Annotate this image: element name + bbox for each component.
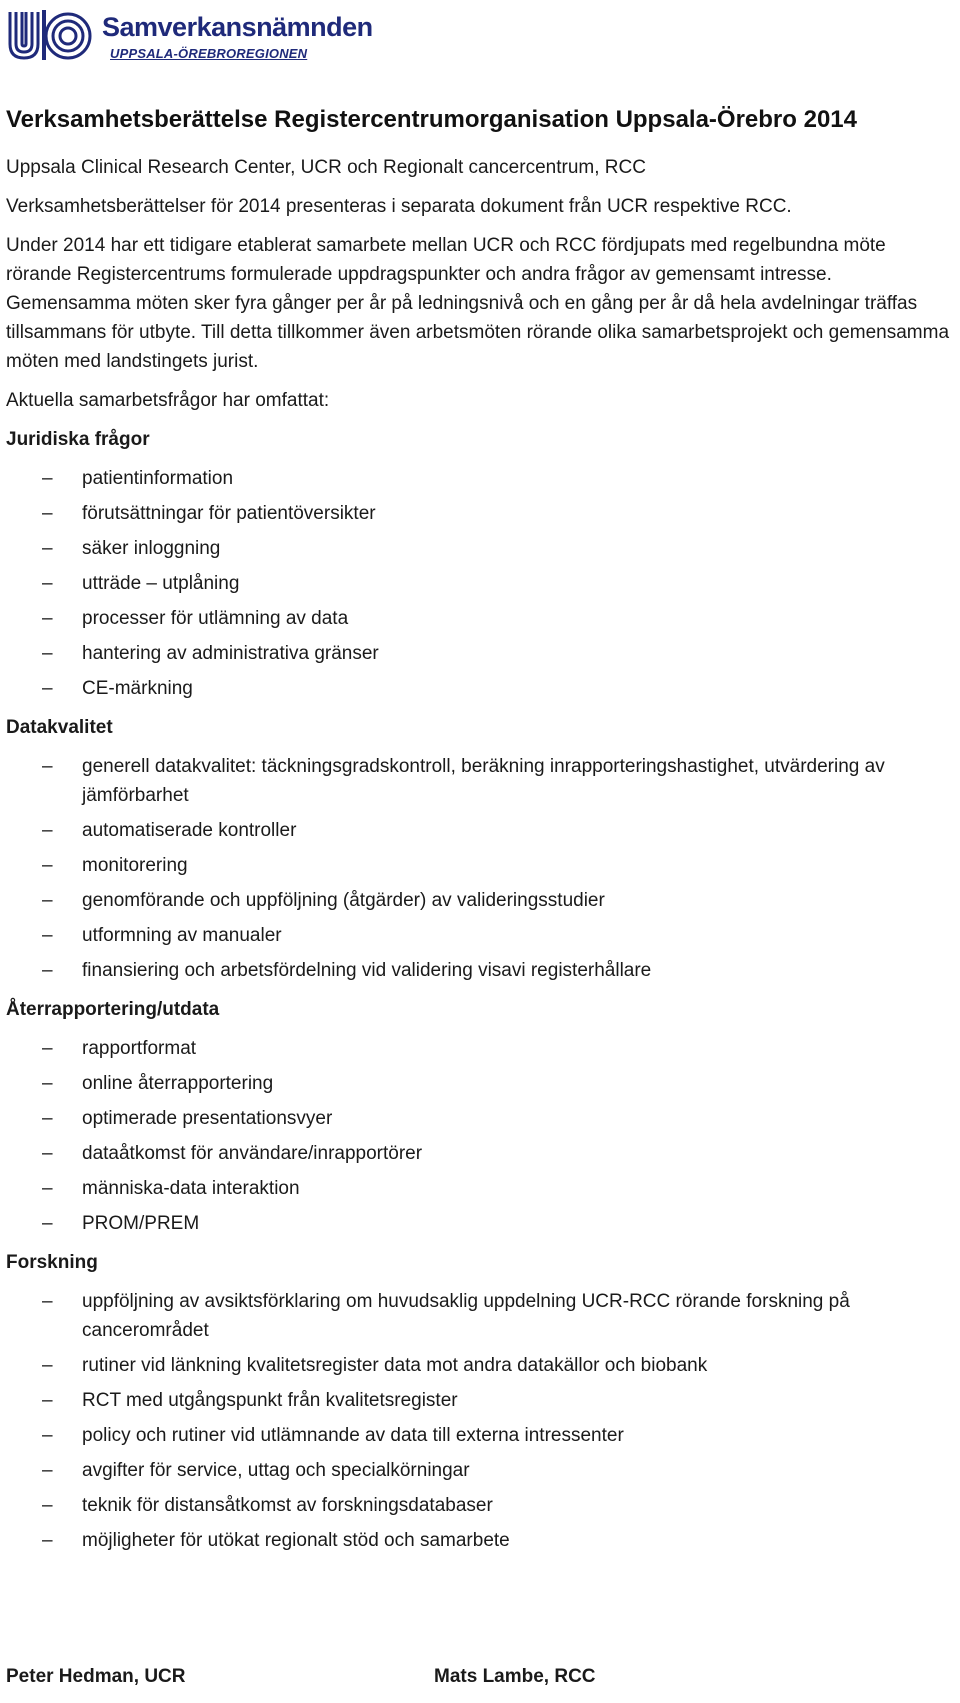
list-item: – processer för utlämning av data [6, 604, 960, 633]
dash-bullet-icon: – [42, 1108, 53, 1130]
dash-bullet-icon: – [42, 1073, 53, 1095]
dash-bullet-icon: – [42, 1178, 53, 1200]
list-item: – säker inloggning [6, 534, 960, 563]
dash-bullet-icon: – [42, 960, 53, 982]
list-item: – online återrapportering [6, 1069, 960, 1098]
list-item: – CE-märkning [6, 674, 960, 703]
dash-bullet-icon: – [42, 503, 53, 525]
list-item: – patientinformation [6, 464, 960, 493]
section-list-datakvalitet [6, 752, 956, 985]
dash-bullet-icon: – [42, 1390, 53, 1412]
intro-lead: Aktuella samarbetsfrågor har omfattat: [6, 390, 330, 412]
dash-bullet-icon: – [42, 678, 53, 700]
list-item: – teknik för distansåtkomst av forskningsdatabaser [6, 1491, 960, 1520]
dash-bullet-icon: – [42, 925, 53, 947]
section-list-forskning [6, 1287, 956, 1555]
dash-bullet-icon: – [42, 855, 53, 877]
list-item: – automatiserade kontroller [6, 816, 960, 845]
logo-emblem-icon [6, 8, 94, 62]
list-item: – hantering av administrativa gränser [6, 639, 960, 668]
list-item: – avgifter för service, uttag och specialkörningar [6, 1456, 960, 1485]
list-item: – monitorering [6, 851, 960, 880]
list-item: – PROM/PREM [6, 1209, 960, 1238]
list-item: – utformning av manualer [6, 921, 960, 950]
signatures [6, 1666, 956, 1696]
list-item: – dataåtkomst för användare/inrapportörer [6, 1139, 960, 1168]
list-item: – finansiering och arbetsfördelning vid validering visavi registerhållare [6, 956, 960, 985]
list-item: – genomförande och uppföljning (åtgärder) av valideringsstudier [6, 886, 960, 915]
dash-bullet-icon: – [42, 538, 53, 560]
list-item: – rutiner vid länkning kvalitetsregister data mot andra datakällor och biobank [6, 1351, 960, 1380]
list-item: – rapportformat [6, 1034, 960, 1063]
dash-bullet-icon: – [42, 608, 53, 630]
dash-bullet-icon: – [42, 1495, 53, 1517]
list-item: – uppföljning av avsiktsförklaring om huvudsaklig uppdelning UCR-RCC rörande forskning på cancerområdet [6, 1287, 960, 1345]
dash-bullet-icon: – [42, 820, 53, 842]
dash-bullet-icon: – [42, 1460, 53, 1482]
section-heading-juridiska: Juridiska frågor [6, 429, 150, 451]
logo-subtitle: UPPSALA-ÖREBROREGIONEN [110, 46, 308, 61]
list-item: – generell datakvalitet: täckningsgradskontroll, beräkning inrapporteringshastighet, utvärdering av jämförbarhet [6, 752, 960, 810]
logo-name: Samverkansnämnden [102, 12, 373, 42]
dash-bullet-icon: – [42, 643, 53, 665]
dash-bullet-icon: – [42, 1530, 53, 1552]
list-item: – policy och rutiner vid utlämnande av data till externa intressenter [6, 1421, 960, 1450]
section-heading-forskning: Forskning [6, 1252, 98, 1274]
dash-bullet-icon: – [42, 1425, 53, 1447]
dash-bullet-icon: – [42, 1038, 53, 1060]
dash-bullet-icon: – [42, 1143, 53, 1165]
dash-bullet-icon: – [42, 1291, 53, 1313]
dash-bullet-icon: – [42, 1355, 53, 1377]
dash-bullet-icon: – [42, 1213, 53, 1235]
intro-line-1: Uppsala Clinical Research Center, UCR och Regionalt cancercentrum, RCC [6, 157, 646, 179]
intro-paragraph: Under 2014 har ett tidigare etablerat samarbete mellan UCR och RCC fördjupats med regelbundna möte rörande Registercentrums formulerade uppdragspunkter och andra frågor av gemensamt intresse. Gemensamma möten sker fyra gånger per år på ledningsnivå och en gång per år då hela avdelningar träffas tillsammans för utbyte. Till detta tillkommer även arbetsmöten rörande olika samarbetsprojekt och gemensamma möten med landstingets jurist. [6, 235, 950, 373]
signature-left: Peter Hedman, UCR [6, 1666, 186, 1687]
list-item: – människa-data interaktion [6, 1174, 960, 1203]
signature-right: Mats Lambe, RCC [434, 1666, 596, 1687]
list-item: – RCT med utgångspunkt från kvalitetsregister [6, 1386, 960, 1415]
section-list-aterrapportering [6, 1034, 956, 1238]
list-item: – optimerade presentationsvyer [6, 1104, 960, 1133]
dash-bullet-icon: – [42, 756, 53, 778]
dash-bullet-icon: – [42, 890, 53, 912]
document-content [6, 104, 956, 1565]
samverkansnamnden-logo [6, 8, 373, 64]
section-heading-datakvalitet: Datakvalitet [6, 717, 113, 739]
list-item: – utträde – utplåning [6, 569, 960, 598]
section-list-juridiska [6, 464, 956, 703]
dash-bullet-icon: – [42, 573, 53, 595]
dash-bullet-icon: – [42, 468, 53, 490]
list-item: – möjligheter för utökat regionalt stöd och samarbete [6, 1526, 960, 1555]
intro-line-2: Verksamhetsberättelser för 2014 presenteras i separata dokument från UCR respektive RCC. [6, 196, 792, 218]
list-item: – förutsättningar för patientöversikter [6, 499, 960, 528]
section-heading-aterrapportering: Återrapportering/utdata [6, 999, 220, 1021]
document-title: Verksamhetsberättelse Registercentrumorganisation Uppsala-Örebro 2014 [6, 106, 857, 133]
